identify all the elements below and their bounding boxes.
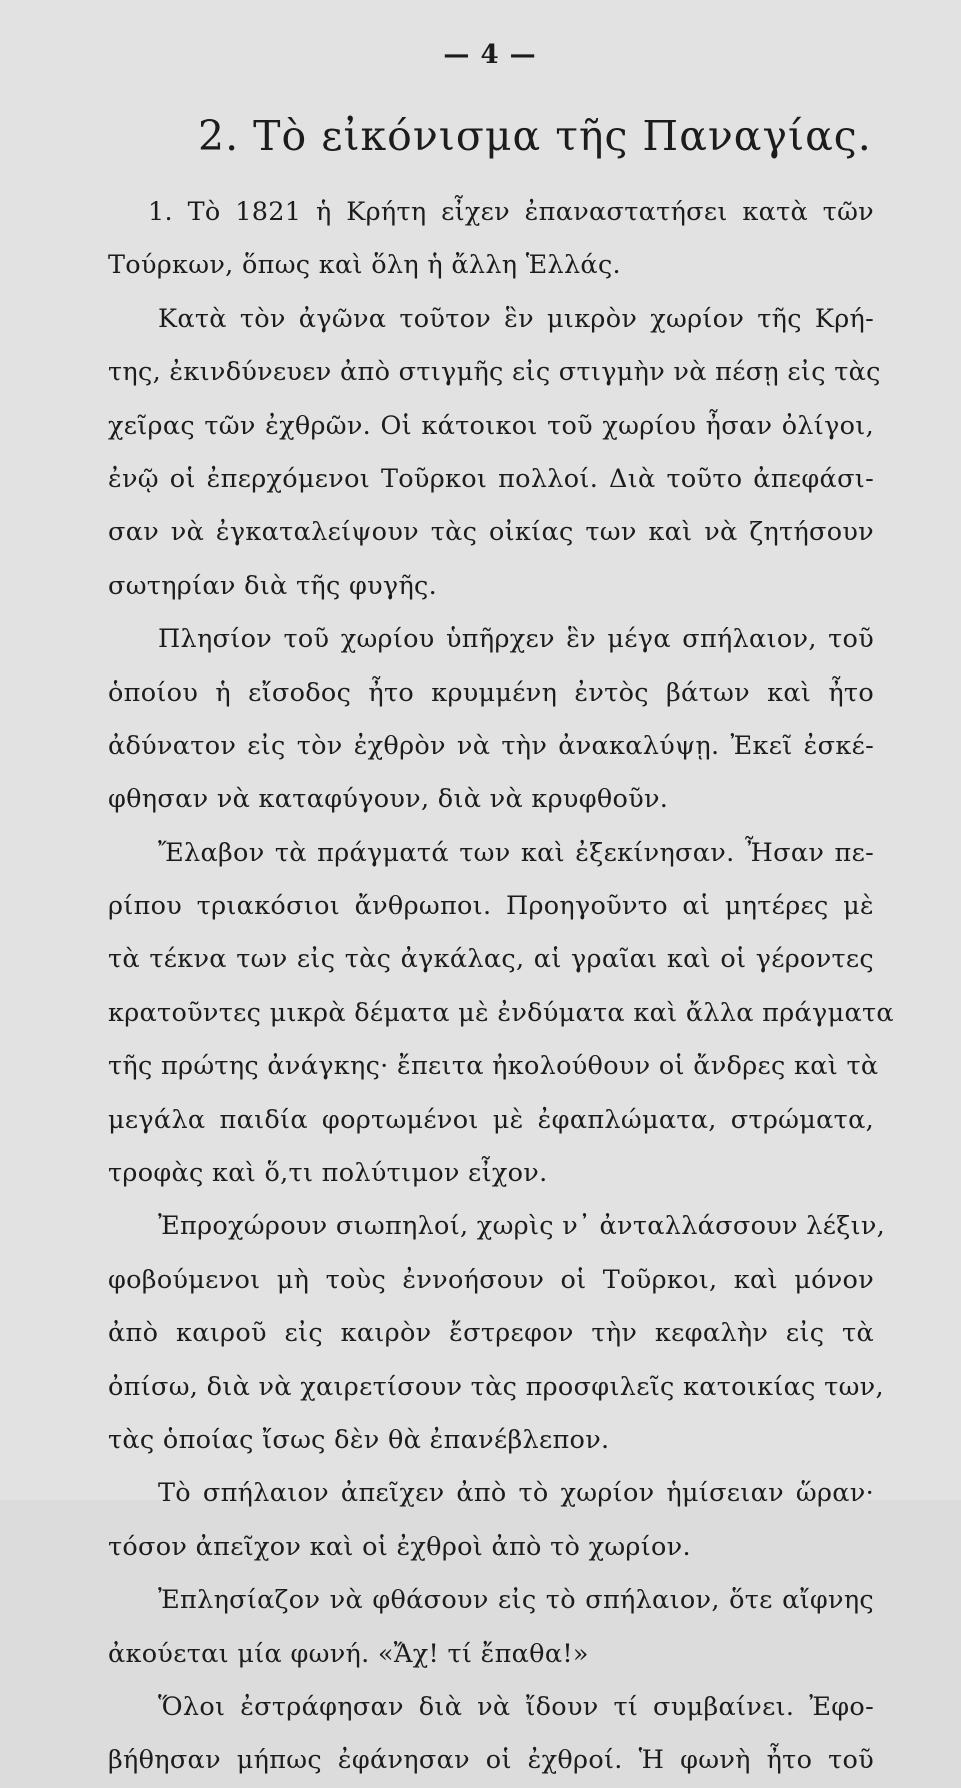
text-line: Τὸ σπήλαιον ἀπεῖχεν ἀπὸ τὸ χωρίον ἡμίσειαν ὥραν· bbox=[158, 1478, 874, 1509]
text-line: Ὅλοι ἐστράφησαν διὰ νὰ ἴδουν τί συμβαίνει. Ἐφο- bbox=[158, 1691, 874, 1722]
text-line: τροφὰς καὶ ὅ,τι πολύτιμον εἶχον. bbox=[108, 1158, 548, 1189]
text-line: τόσον ἀπεῖχον καὶ οἱ ἐχθροὶ ἀπὸ τὸ χωρίον. bbox=[108, 1531, 691, 1562]
text-line: ρίπου τριακόσιοι ἄνθρωποι. Προηγοῦντο αἱ μητέρες μὲ bbox=[108, 891, 874, 922]
text-line: Τούρκων, ὅπως καὶ ὅλη ἡ ἄλλη Ἑλλάς. bbox=[108, 250, 621, 281]
text-line: τῆς πρώτης ἀνάγκης· ἔπειτα ἠκολούθουν οἱ ἄνδρες καὶ τὰ bbox=[108, 1051, 879, 1082]
page-number: — 4 — bbox=[443, 40, 537, 70]
text-line: Πλησίον τοῦ χωρίου ὑπῆρχεν ἓν μέγα σπήλαιον, τοῦ bbox=[158, 624, 874, 655]
text-line: βήθησαν μήπως ἐφάνησαν οἱ ἐχθροί. Ἡ φωνὴ ἦτο τοῦ bbox=[108, 1745, 874, 1776]
chapter-title: 2. Τὸ εἰκόνισμα τῆς Παναγίας. bbox=[198, 112, 872, 160]
text-line: φοβούμενοι μὴ τοὺς ἐννοήσουν οἱ Τοῦρκοι, καὶ μόνον bbox=[108, 1264, 874, 1295]
text-line: σαν νὰ ἐγκαταλείψουν τὰς οἰκίας των καὶ νὰ ζητήσουν bbox=[108, 517, 874, 548]
text-line: φθησαν νὰ καταφύγουν, διὰ νὰ κρυφθοῦν. bbox=[108, 784, 669, 815]
text-line: ἀδύνατον εἰς τὸν ἐχθρὸν νὰ τὴν ἀνακαλύψῃ. Ἐκεῖ ἐσκέ- bbox=[108, 730, 874, 761]
text-line: Κατὰ τὸν ἀγῶνα τοῦτον ἓν μικρὸν χωρίον τῆς Κρή- bbox=[158, 303, 874, 334]
text-line: Ἐπλησίαζον νὰ φθάσουν εἰς τὸ σπήλαιον, ὅτε αἴφνης bbox=[158, 1585, 874, 1616]
text-line: ὀπίσω, διὰ νὰ χαιρετίσουν τὰς προσφιλεῖς κατοικίας των, bbox=[108, 1371, 884, 1402]
text-line: 1. Τὸ 1821 ἡ Κρήτη εἶχεν ἐπαναστατήσει κατὰ τῶν bbox=[148, 197, 874, 227]
text-line: σωτηρίαν διὰ τῆς φυγῆς. bbox=[108, 570, 438, 601]
text-line: χεῖρας τῶν ἐχθρῶν. Οἱ κάτοικοι τοῦ χωρίου ἦσαν ὀλίγοι, bbox=[108, 410, 874, 441]
text-line: κρατοῦντες μικρὰ δέματα μὲ ἐνδύματα καὶ ἄλλα πράγματα bbox=[108, 997, 894, 1028]
text-line: ἀκούεται μία φωνή. «Ἄχ! τί ἔπαθα!» bbox=[108, 1638, 589, 1669]
text-line: τὰς ὁποίας ἴσως δὲν θὰ ἐπανέβλεπον. bbox=[108, 1424, 610, 1455]
text-line: ὁποίου ἡ εἴσοδος ἦτο κρυμμένη ἐντὸς βάτων καὶ ἦτο bbox=[108, 677, 874, 708]
text-line: ἐνῷ οἱ ἐπερχόμενοι Τοῦρκοι πολλοί. Διὰ τοῦτο ἀπεφάσι- bbox=[108, 463, 874, 494]
text-line: της, ἐκινδύνευεν ἀπὸ στιγμῆς εἰς στιγμὴν νὰ πέσῃ εἰς τὰς bbox=[108, 357, 881, 388]
text-line: ἀπὸ καιροῦ εἰς καιρὸν ἔστρεφον τὴν κεφαλὴν εἰς τὰ bbox=[108, 1318, 874, 1349]
text-line: Ἔλαβον τὰ πράγματά των καὶ ἐξεκίνησαν. Ἦσαν πε- bbox=[158, 837, 874, 868]
text-line: μεγάλα παιδία φορτωμένοι μὲ ἐφαπλώματα, στρώματα, bbox=[108, 1104, 874, 1135]
text-line: Ἐπροχώρουν σιωπηλοί, χωρὶς ν᾿ ἀνταλλάσσουν λέξιν, bbox=[158, 1211, 886, 1242]
text-line: τὰ τέκνα των εἰς τὰς ἀγκάλας, αἱ γραῖαι καὶ οἱ γέροντες bbox=[108, 944, 874, 975]
body-text bbox=[108, 186, 894, 1788]
